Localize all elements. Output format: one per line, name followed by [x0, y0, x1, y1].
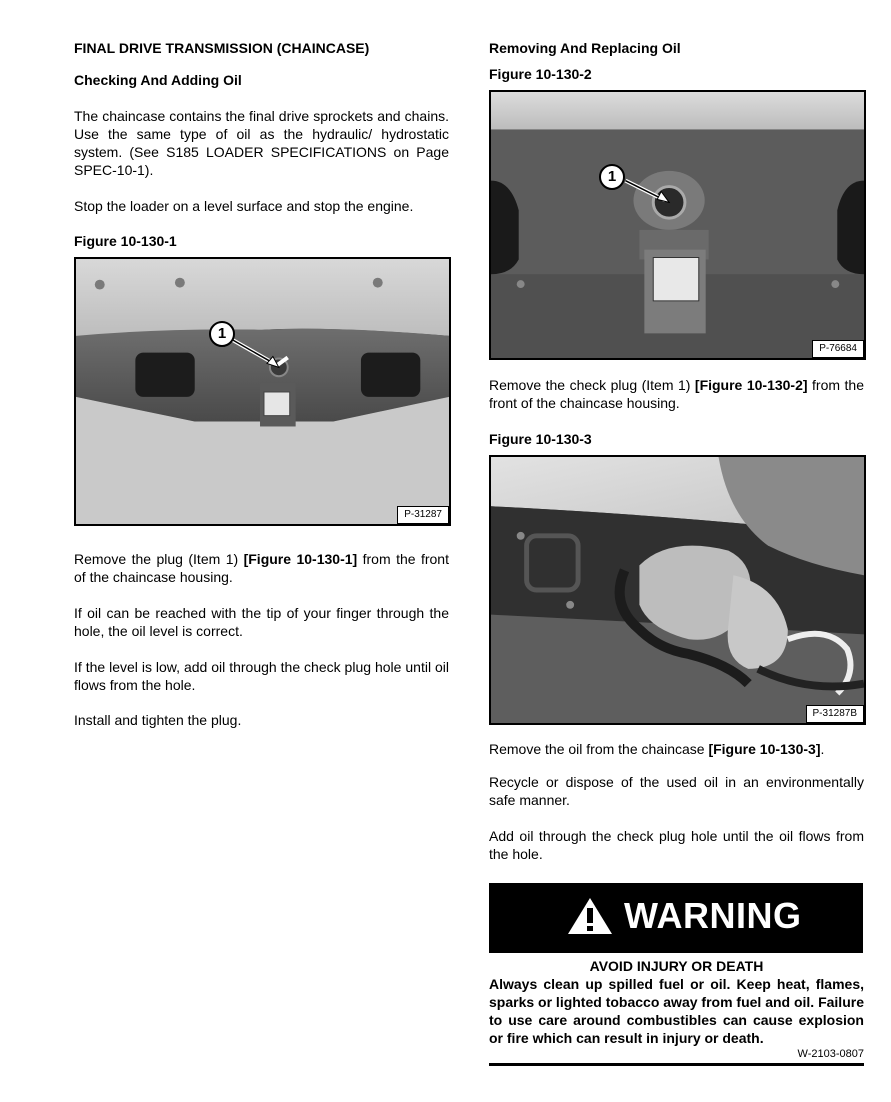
warning-text: Always clean up spilled fuel or oil. Keep heat, flames, sparks or lighted tobacco away from fuel and oil. Failure to use care around combustibles can cause explosion or fire which can result in injury or death. — [489, 976, 864, 1046]
add-oil-paragraph: If the level is low, add oil through the check plug hole until oil flows from the hole. — [74, 659, 449, 693]
figure-1-callout: 1 — [209, 321, 235, 347]
intro-paragraph: The chaincase contains the final drive sprockets and chains. Use the same type of oil as the hydraulic/ hydrostatic system. (See S185 LOADER SPECIFICATIONS on Page SPEC-10-1). — [74, 108, 449, 178]
remove-check-plug-paragraph: Remove the check plug (Item 1) [Figure 10-130-2] from the front of the chaincase housing. — [489, 377, 864, 411]
warning-code: W-2103-0807 — [797, 1048, 864, 1060]
warning-heading: AVOID INJURY OR DEATH — [589, 958, 764, 974]
remove-oil-paragraph: Remove the oil from the chaincase [Figure 10-130-3]. — [489, 741, 825, 757]
figure-2-reference: [Figure 10-130-2] — [694, 377, 808, 393]
recycle-oil-paragraph: Recycle or dispose of the used oil in an environmentally safe manner. — [489, 774, 864, 808]
removing-oil-title: Removing And Replacing Oil — [489, 40, 681, 56]
figure-3-caption: Figure 10-130-3 — [489, 431, 592, 447]
figure-2-photo-number: P-76684 — [812, 340, 864, 358]
figure-1-caption: Figure 10-130-1 — [74, 233, 177, 249]
section-title: FINAL DRIVE TRANSMISSION (CHAINCASE) — [74, 40, 370, 56]
warning-triangle-icon — [567, 897, 613, 935]
subsection-title: Checking And Adding Oil — [74, 72, 242, 88]
stop-loader-paragraph: Stop the loader on a level surface and stop the engine. — [74, 198, 414, 214]
figure-1-reference: [Figure 10-130-1] — [243, 551, 358, 567]
install-plug-paragraph: Install and tighten the plug. — [74, 712, 242, 728]
warning-title: WARNING — [624, 895, 802, 936]
figure-1-photo-number: P-31287 — [397, 506, 449, 524]
figure-3-reference: [Figure 10-130-3] — [708, 741, 821, 757]
figure-2-callout: 1 — [599, 164, 625, 190]
remove-plug-paragraph: Remove the plug (Item 1) [Figure 10-130-1] from the front of the chaincase housing. — [74, 551, 449, 585]
figure-2-caption: Figure 10-130-2 — [489, 66, 592, 82]
figure-3-photo — [489, 455, 866, 725]
oil-level-paragraph: If oil can be reached with the tip of your finger through the hole, the oil level is correct. — [74, 605, 449, 639]
add-oil-check-plug-paragraph: Add oil through the check plug hole until the oil flows from the hole. — [489, 828, 864, 862]
figure-2-photo — [489, 90, 866, 360]
figure-3-photo-number: P-31287B — [806, 705, 864, 723]
figure-1-photo — [74, 257, 451, 526]
warning-bottom-rule — [489, 1063, 864, 1066]
warning-banner — [489, 883, 863, 953]
